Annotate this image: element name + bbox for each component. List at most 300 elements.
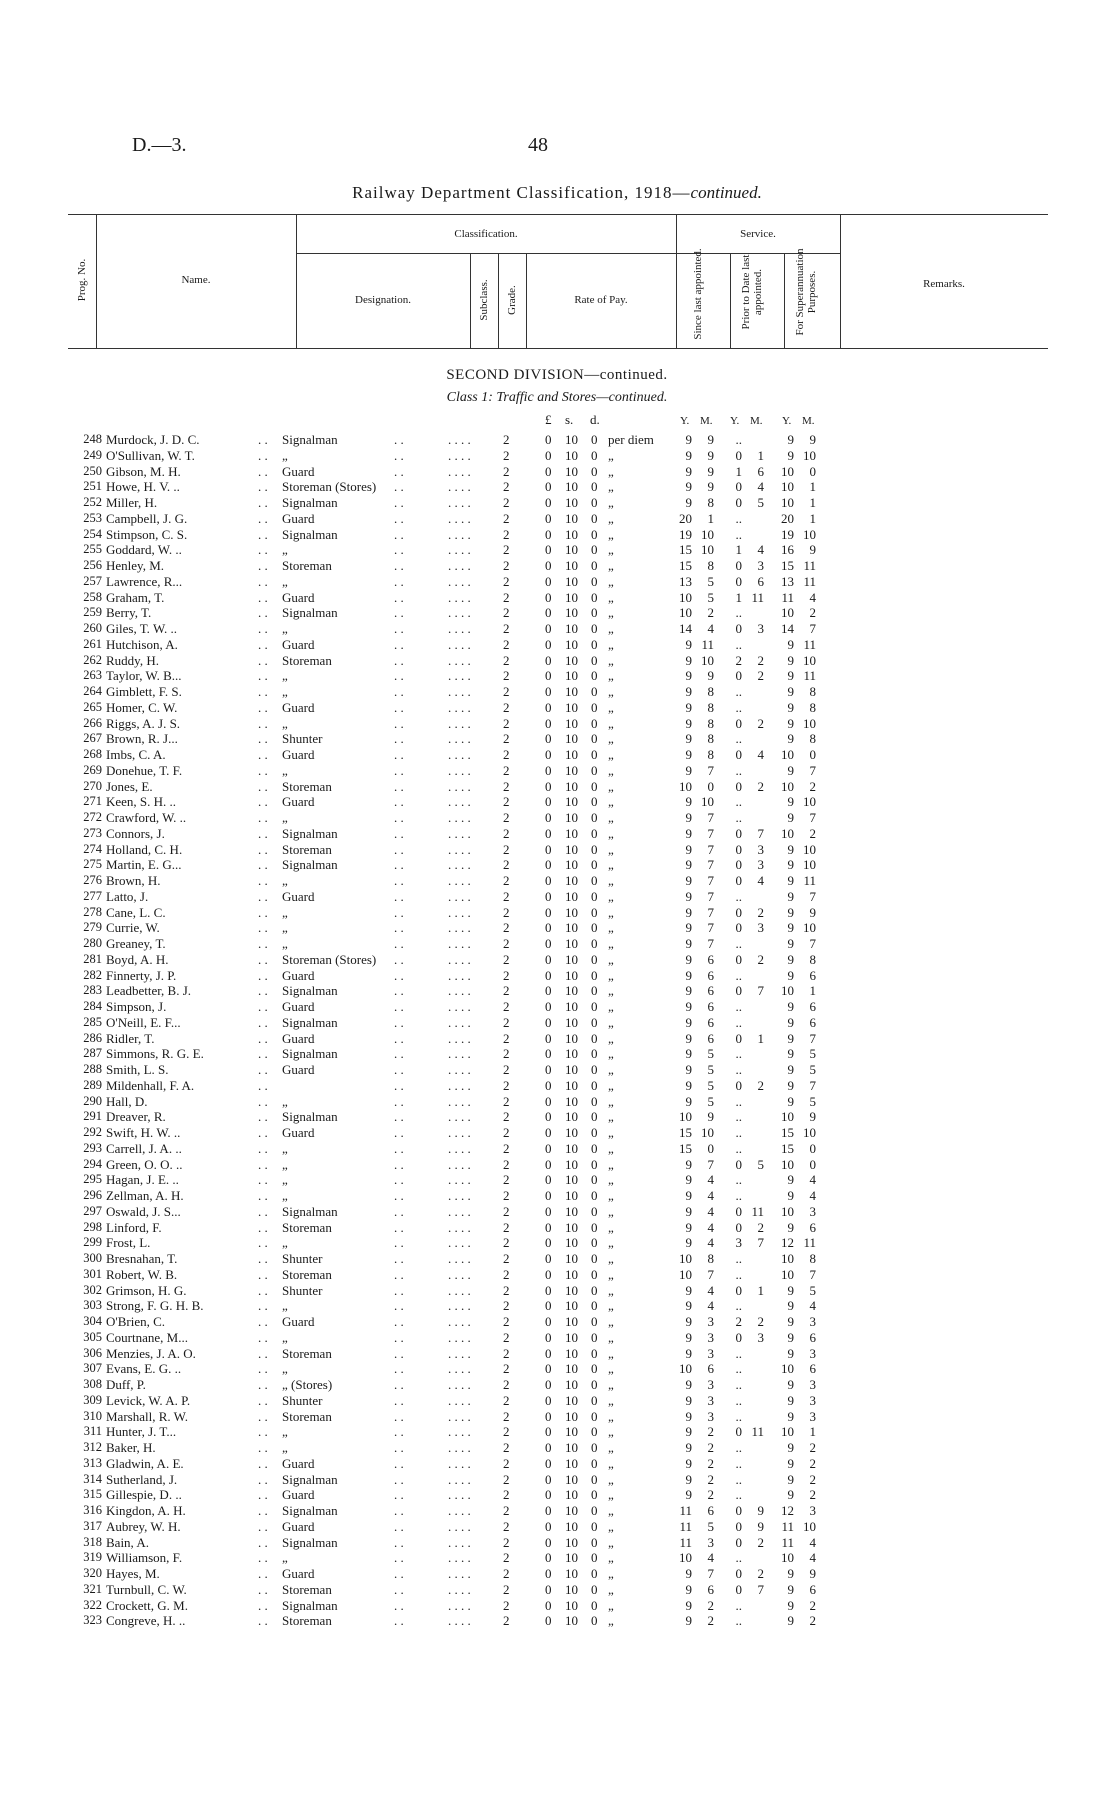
super-months: 0 <box>809 1140 816 1156</box>
pay-shillings: 10 <box>565 762 578 778</box>
prior-years: .. <box>735 1455 742 1471</box>
super-years: 15 <box>781 1125 794 1140</box>
prior-years: .. <box>735 1550 742 1566</box>
leader-dots: . . <box>258 999 268 1014</box>
employee-name: Lawrence, R... <box>106 573 183 589</box>
col-service: Service. <box>740 228 776 240</box>
designation: Shunter <box>282 731 323 747</box>
leader-dots: . . . . <box>448 1282 471 1298</box>
table-row <box>0 889 1114 905</box>
leader-dots: . . <box>258 1014 268 1030</box>
prior-years: 0 <box>735 747 742 762</box>
pay-unit: „ <box>608 1518 614 1534</box>
super-months: 7 <box>809 1077 816 1093</box>
super-years: 9 <box>787 731 794 747</box>
table-row <box>0 1393 1114 1409</box>
grade: 2 <box>503 747 510 762</box>
super-months: 4 <box>809 589 816 605</box>
prior-years: 0 <box>735 1518 742 1534</box>
grade: 2 <box>503 558 510 573</box>
leader-dots: . . <box>258 1503 268 1518</box>
leader-dots: . . <box>258 747 268 762</box>
leader-dots: . . <box>258 1597 268 1613</box>
leader-dots: . . <box>258 558 268 573</box>
leader-dots: . . . . <box>448 1329 471 1345</box>
designation: Storeman <box>282 652 332 668</box>
super-months: 7 <box>809 936 816 951</box>
pay-unit: „ <box>608 920 614 936</box>
prior-years: .. <box>735 1046 742 1062</box>
employee-name: Boyd, A. H. <box>106 951 169 967</box>
employee-name: Ridler, T. <box>106 1030 155 1046</box>
super-months: 2 <box>809 825 816 841</box>
prog-number: 255 <box>83 542 102 557</box>
pay-pence: 0 <box>591 1077 598 1093</box>
since-years: 9 <box>685 1613 692 1629</box>
leader-dots: . . <box>394 668 404 684</box>
pay-pence: 0 <box>591 1550 598 1566</box>
pay-pence: 0 <box>591 684 598 699</box>
prior-months: 7 <box>757 825 764 841</box>
table-row <box>0 905 1114 921</box>
prog-number: 280 <box>83 936 102 950</box>
col-designation: Designation. <box>355 294 411 306</box>
leader-dots: . . <box>258 1581 268 1597</box>
pay-pence: 0 <box>591 747 598 762</box>
pay-pence: 0 <box>591 904 598 920</box>
super-years: 9 <box>787 652 794 668</box>
leader-dots: . . <box>394 951 404 967</box>
employee-name: Strong, F. G. H. B. <box>106 1298 204 1314</box>
leader-dots: . . <box>394 1597 404 1613</box>
pay-shillings: 10 <box>565 432 578 447</box>
prior-years: 2 <box>735 652 742 668</box>
pay-pounds: 0 <box>545 1534 552 1550</box>
since-years: 9 <box>685 1440 692 1455</box>
leader-dots: . . . . <box>448 1518 471 1534</box>
employee-name: Linford, F. <box>106 1219 162 1235</box>
since-years: 9 <box>685 1030 692 1046</box>
since-years: 9 <box>685 1203 692 1219</box>
prior-years: .. <box>735 510 742 526</box>
super-months: 4 <box>809 1298 816 1314</box>
since-years: 10 <box>679 1109 692 1125</box>
leader-dots: . . <box>394 747 404 762</box>
designation: Guard <box>282 999 315 1014</box>
leader-dots: . . <box>394 1203 404 1219</box>
table-row <box>0 511 1114 527</box>
since-years: 9 <box>685 794 692 810</box>
leader-dots: . . <box>258 1172 268 1188</box>
pay-shillings: 10 <box>565 1408 578 1424</box>
pay-shillings: 10 <box>565 810 578 825</box>
pay-pounds: 0 <box>545 636 552 652</box>
super-months: 3 <box>809 1345 816 1361</box>
since-years: 10 <box>679 605 692 621</box>
pay-pounds: 0 <box>545 1219 552 1235</box>
super-months: 8 <box>809 684 816 699</box>
super-years: 9 <box>787 684 794 699</box>
super-months: 10 <box>803 1125 816 1140</box>
prog-number: 317 <box>83 1518 102 1533</box>
super-months: 10 <box>803 841 816 857</box>
since-months: 7 <box>707 888 714 904</box>
table-row <box>0 448 1114 464</box>
leader-dots: . . <box>394 731 404 747</box>
designation: Guard <box>282 1455 315 1471</box>
pay-unit: „ <box>608 668 614 684</box>
table-row <box>0 763 1114 779</box>
pay-unit: „ <box>608 762 614 778</box>
title-main: Railway Department Classification, 1918— <box>352 183 691 202</box>
table-row <box>0 684 1114 700</box>
grade: 2 <box>503 1125 510 1140</box>
pay-pounds: 0 <box>545 1156 552 1172</box>
pay-pence: 0 <box>591 1377 598 1392</box>
since-years: 9 <box>685 1377 692 1392</box>
super-months: 9 <box>809 904 816 920</box>
designation: „ <box>282 1156 288 1172</box>
leader-dots: . . <box>394 825 404 841</box>
pay-pence: 0 <box>591 1613 598 1629</box>
super-years: 9 <box>787 1329 794 1345</box>
employee-name: Howe, H. V. .. <box>106 479 180 495</box>
super-years: 9 <box>787 1314 794 1329</box>
since-years: 9 <box>685 495 692 510</box>
designation: Signalman <box>282 1046 338 1062</box>
grade: 2 <box>503 715 510 731</box>
pay-pence: 0 <box>591 1266 598 1282</box>
prior-years: .. <box>735 684 742 699</box>
leader-dots: . . <box>394 1329 404 1345</box>
table-row <box>0 779 1114 795</box>
employee-name: Murdock, J. D. C. <box>106 432 200 447</box>
grade: 2 <box>503 920 510 936</box>
designation: „ <box>282 904 288 920</box>
table-row <box>0 873 1114 889</box>
table-row <box>0 1267 1114 1283</box>
leader-dots: . . <box>394 1251 404 1266</box>
employee-name: Latto, J. <box>106 888 149 904</box>
since-years: 9 <box>685 684 692 699</box>
leader-dots: . . <box>258 573 268 589</box>
pay-pence: 0 <box>591 432 598 447</box>
prior-years: .. <box>735 1140 742 1156</box>
leader-dots: . . <box>394 1392 404 1408</box>
employee-name: Homer, C. W. <box>106 699 178 715</box>
leader-dots: . . <box>258 1235 268 1251</box>
since-years: 9 <box>685 1424 692 1440</box>
leader-dots: . . . . <box>448 1471 471 1487</box>
prog-number: 256 <box>83 558 102 572</box>
pay-unit: „ <box>608 951 614 967</box>
super-years: 9 <box>787 936 794 951</box>
leader-dots: . . <box>394 841 404 857</box>
prior-years: .. <box>735 936 742 951</box>
designation: Guard <box>282 589 315 605</box>
grade: 2 <box>503 1298 510 1314</box>
pay-pence: 0 <box>591 621 598 636</box>
prior-months: 11 <box>751 1203 764 1219</box>
super-years: 9 <box>787 1408 794 1424</box>
leader-dots: . . . . <box>448 1361 471 1377</box>
since-years: 9 <box>685 1345 692 1361</box>
grade: 2 <box>503 888 510 904</box>
pay-shillings: 10 <box>565 1156 578 1172</box>
designation: Signalman <box>282 526 338 542</box>
pay-pence: 0 <box>591 1314 598 1329</box>
table-row <box>0 716 1114 732</box>
since-years: 9 <box>685 1077 692 1093</box>
table-row <box>0 1172 1114 1188</box>
designation: Guard <box>282 1125 315 1140</box>
super-months: 10 <box>803 526 816 542</box>
grade: 2 <box>503 936 510 951</box>
pay-shillings: 10 <box>565 936 578 951</box>
employee-name: Gladwin, A. E. <box>106 1455 184 1471</box>
designation: Guard <box>282 636 315 652</box>
leader-dots: . . . . <box>448 1172 471 1188</box>
super-months: 6 <box>809 1581 816 1597</box>
pay-unit: „ <box>608 1014 614 1030</box>
leader-dots: . . <box>258 936 268 951</box>
grade: 2 <box>503 778 510 794</box>
employee-name: Levick, W. A. P. <box>106 1392 191 1408</box>
pay-shillings: 10 <box>565 888 578 904</box>
since-months: 6 <box>707 983 714 999</box>
unit-months-prior: M. <box>750 415 763 427</box>
table-row <box>0 1235 1114 1251</box>
prior-years: 0 <box>735 825 742 841</box>
super-months: 9 <box>809 432 816 447</box>
since-years: 9 <box>685 463 692 479</box>
super-months: 10 <box>803 920 816 936</box>
pay-pounds: 0 <box>545 1172 552 1188</box>
prior-months: 6 <box>757 463 764 479</box>
super-months: 2 <box>809 1597 816 1613</box>
since-years: 10 <box>679 1550 692 1566</box>
since-months: 7 <box>707 857 714 873</box>
pay-pence: 0 <box>591 1581 598 1597</box>
leader-dots: . . <box>394 983 404 999</box>
since-months: 5 <box>707 573 714 589</box>
pay-pounds: 0 <box>545 573 552 589</box>
grade: 2 <box>503 1440 510 1455</box>
leader-dots: . . <box>394 1377 404 1392</box>
pay-pence: 0 <box>591 1471 598 1487</box>
grade: 2 <box>503 1471 510 1487</box>
table-row <box>0 1409 1114 1425</box>
pay-shillings: 10 <box>565 589 578 605</box>
grade: 2 <box>503 1046 510 1062</box>
prior-months: 3 <box>757 1329 764 1345</box>
prior-years: .. <box>735 1345 742 1361</box>
designation: Guard <box>282 1314 315 1329</box>
designation: „ <box>282 1298 288 1314</box>
designation: „ <box>282 873 288 888</box>
employee-name: Jones, E. <box>106 778 153 794</box>
employee-name: Marshall, R. W. <box>106 1408 188 1424</box>
prog-number: 281 <box>83 951 102 966</box>
leader-dots: . . . . <box>448 762 471 778</box>
grade: 2 <box>503 526 510 542</box>
prog-number: 322 <box>83 1597 102 1612</box>
leader-dots: . . <box>394 1172 404 1188</box>
pay-unit: „ <box>608 794 614 810</box>
pay-pounds: 0 <box>545 731 552 747</box>
super-years: 10 <box>781 479 794 495</box>
pay-pounds: 0 <box>545 605 552 621</box>
leader-dots: . . . . <box>448 1550 471 1566</box>
prior-years: .. <box>735 967 742 983</box>
since-months: 7 <box>707 1156 714 1172</box>
since-months: 10 <box>701 542 714 558</box>
page-number: 48 <box>528 134 548 156</box>
designation: „ <box>282 1172 288 1188</box>
table-row <box>0 1598 1114 1614</box>
prog-number: 271 <box>83 794 102 809</box>
employee-name: Hall, D. <box>106 1093 148 1109</box>
designation: Guard <box>282 747 315 762</box>
pay-unit: „ <box>608 699 614 715</box>
since-months: 3 <box>707 1345 714 1361</box>
leader-dots: . . <box>258 841 268 857</box>
pay-shillings: 10 <box>565 447 578 463</box>
prog-number: 320 <box>83 1566 102 1580</box>
prog-number: 314 <box>83 1471 102 1486</box>
pay-shillings: 10 <box>565 1377 578 1392</box>
prog-number: 323 <box>83 1613 102 1628</box>
table-row <box>0 1046 1114 1062</box>
super-months: 10 <box>803 794 816 810</box>
pay-unit: „ <box>608 1046 614 1062</box>
super-years: 9 <box>787 1487 794 1503</box>
prog-number: 293 <box>83 1140 102 1155</box>
pay-pence: 0 <box>591 1503 598 1518</box>
leader-dots: . . . . <box>448 605 471 621</box>
prior-months: 4 <box>757 542 764 558</box>
super-years: 10 <box>781 747 794 762</box>
grade: 2 <box>503 668 510 684</box>
prog-number: 259 <box>83 605 102 620</box>
designation: Guard <box>282 794 315 810</box>
super-months: 6 <box>809 1361 816 1377</box>
pay-pounds: 0 <box>545 778 552 794</box>
prog-number: 269 <box>83 762 102 777</box>
prior-years: .. <box>735 526 742 542</box>
since-months: 9 <box>707 463 714 479</box>
col-remarks: Remarks. <box>923 278 965 290</box>
pay-pounds: 0 <box>545 1471 552 1487</box>
table-row <box>0 1141 1114 1157</box>
employee-name: Riggs, A. J. S. <box>106 715 181 731</box>
employee-name: Green, O. O. .. <box>106 1156 183 1172</box>
prior-months: 2 <box>757 951 764 967</box>
since-months: 5 <box>707 1062 714 1077</box>
pay-pence: 0 <box>591 1140 598 1156</box>
since-years: 9 <box>685 967 692 983</box>
leader-dots: . . <box>394 1266 404 1282</box>
super-years: 10 <box>781 1266 794 1282</box>
table-row <box>0 826 1114 842</box>
prog-number: 279 <box>83 920 102 935</box>
employee-name: Hayes, M. <box>106 1566 160 1581</box>
grade: 2 <box>503 1219 510 1235</box>
since-years: 9 <box>685 1329 692 1345</box>
pay-pounds: 0 <box>545 794 552 810</box>
leader-dots: . . . . <box>448 794 471 810</box>
since-years: 9 <box>685 1408 692 1424</box>
leader-dots: . . . . <box>448 463 471 479</box>
leader-dots: . . <box>258 447 268 463</box>
leader-dots: . . <box>258 1440 268 1455</box>
since-months: 9 <box>707 668 714 684</box>
prior-years: 0 <box>735 1030 742 1046</box>
table-row <box>0 1346 1114 1362</box>
prog-number: 302 <box>83 1282 102 1297</box>
leader-dots: . . <box>394 1235 404 1251</box>
leader-dots: . . <box>394 1188 404 1203</box>
prior-years: .. <box>735 794 742 810</box>
pay-pounds: 0 <box>545 1566 552 1581</box>
table-row <box>0 432 1114 448</box>
designation: Guard <box>282 463 315 479</box>
prior-years: 0 <box>735 920 742 936</box>
leader-dots: . . <box>258 920 268 936</box>
leader-dots: . . . . <box>448 1188 471 1203</box>
grade: 2 <box>503 1550 510 1566</box>
pay-shillings: 10 <box>565 636 578 652</box>
since-years: 9 <box>685 715 692 731</box>
since-months: 2 <box>707 1424 714 1440</box>
employee-name: Smith, L. S. <box>106 1062 169 1077</box>
pay-shillings: 10 <box>565 1440 578 1455</box>
leader-dots: . . <box>258 1282 268 1298</box>
table-row <box>0 1125 1114 1141</box>
prior-years: .. <box>735 1266 742 1282</box>
employee-name: Zellman, A. H. <box>106 1188 184 1203</box>
designation: „ <box>282 1093 288 1109</box>
super-months: 2 <box>809 605 816 621</box>
prior-months: 2 <box>757 715 764 731</box>
since-months: 2 <box>707 1440 714 1455</box>
pay-pounds: 0 <box>545 447 552 463</box>
leader-dots: . . <box>394 479 404 495</box>
since-years: 9 <box>685 1455 692 1471</box>
pay-unit: „ <box>608 1203 614 1219</box>
super-years: 19 <box>781 526 794 542</box>
leader-dots: . . . . <box>448 432 471 447</box>
leader-dots: . . . . <box>448 715 471 731</box>
since-months: 6 <box>707 1361 714 1377</box>
grade: 2 <box>503 447 510 463</box>
since-months: 3 <box>707 1534 714 1550</box>
pay-pounds: 0 <box>545 1392 552 1408</box>
since-months: 7 <box>707 873 714 888</box>
leader-dots: . . <box>394 589 404 605</box>
grade: 2 <box>503 1266 510 1282</box>
table-row <box>0 1314 1114 1330</box>
leader-dots: . . <box>394 888 404 904</box>
since-months: 8 <box>707 747 714 762</box>
pay-unit: „ <box>608 495 614 510</box>
pay-shillings: 10 <box>565 1203 578 1219</box>
prior-years: 0 <box>735 1156 742 1172</box>
leader-dots: . . . . <box>448 857 471 873</box>
prog-number: 312 <box>83 1440 102 1454</box>
since-months: 9 <box>707 432 714 447</box>
leader-dots: . . <box>258 1361 268 1377</box>
